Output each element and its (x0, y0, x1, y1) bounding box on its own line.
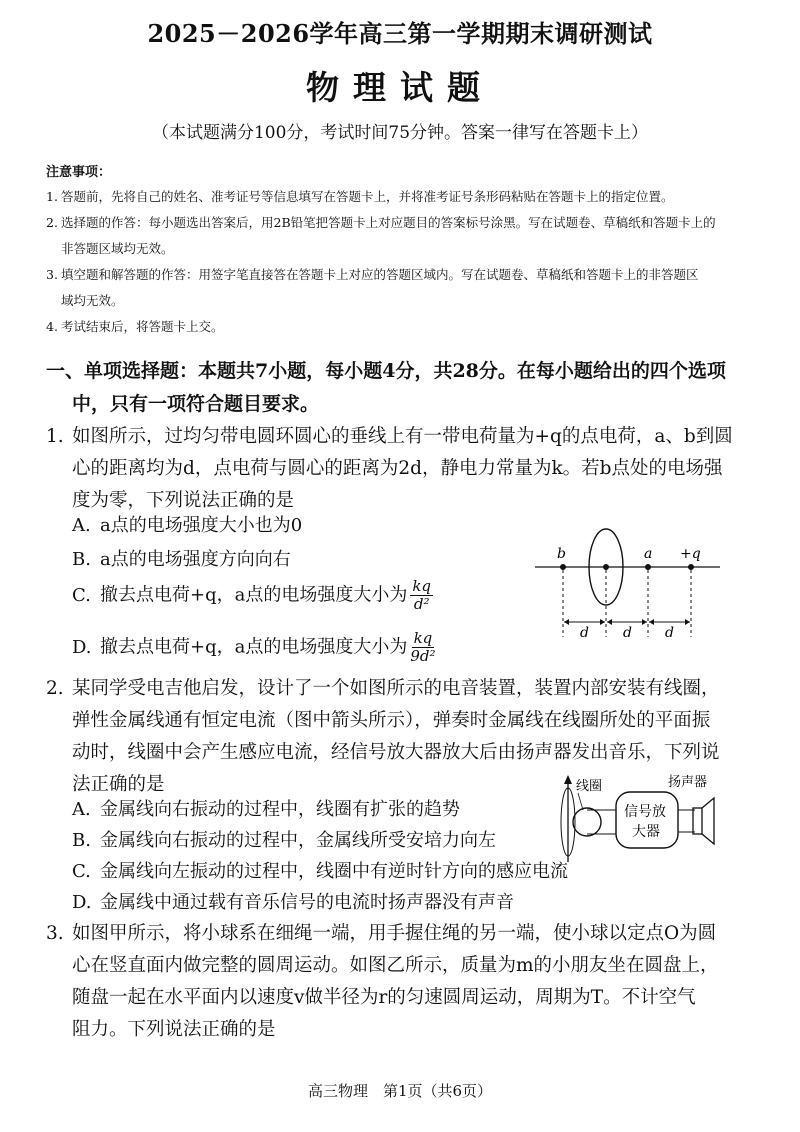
point-a (645, 564, 651, 570)
option-text: a点的电场强度方向向右 (100, 549, 291, 570)
coil-label: 线圈 (576, 779, 603, 794)
label-q: +q (680, 546, 701, 562)
amp-label-2: 大器 (632, 824, 660, 840)
section-heading (46, 355, 761, 421)
q1-option-c (72, 578, 433, 613)
option-text: 金属线中通过载有音乐信号的电流时扬声器没有声音 (100, 892, 514, 913)
question-text: 度为零，下列说法正确的是 (72, 490, 295, 511)
notice-text-cont: 非答题区域均无效。 (61, 241, 174, 256)
notice-item-3 (46, 262, 746, 314)
q1-option-a (72, 511, 302, 541)
speaker-cone-icon (702, 798, 714, 844)
option-letter: D. (72, 636, 92, 658)
fraction-numerator: kq (412, 577, 432, 595)
notice-item-2 (46, 210, 746, 262)
q2-option-b (72, 826, 496, 856)
question-text: 如图所示，过均匀带电圆环圆心的垂线上有一带电荷量为+q的点电荷，a、b到圆 (72, 426, 733, 447)
option-letter: A. (72, 799, 91, 820)
question-3-stem (46, 918, 766, 1046)
coil-pointer (578, 793, 583, 810)
notice-text-cont: 域均无效。 (61, 293, 124, 308)
exam-info: （本试题满分100分，考试时间75分钟。答案一律写在答题卡上） (151, 123, 649, 143)
q2-figure (550, 770, 725, 870)
question-text: 弹性金属线通有恒定电流（图中箭头所示），弹奏时金属线在线圈所处的平面振 (72, 710, 711, 731)
notice-text: 选择题的作答：每小题选出答案后，用2B铅笔把答题卡上对应题目的答案标号涂黑。写在试题卷、草稿纸和答题卡上的 (61, 215, 716, 230)
fraction-denominator: 9d² (410, 647, 436, 665)
question-text: 心的距离均为d，点电荷与圆心的距离为2d，静电力常量为k。若b点处的电场强 (72, 458, 723, 479)
q2-option-a (72, 795, 460, 825)
label-b: b (557, 546, 566, 562)
page-footer: 高三物理 第1页（共6页） (307, 1082, 493, 1100)
fraction (410, 630, 435, 665)
coil-icon (573, 808, 601, 836)
q1-figure (530, 525, 725, 645)
q1-option-b (72, 545, 291, 575)
option-text: a点的电场强度大小也为0 (100, 515, 303, 536)
q1-option-d (72, 630, 436, 665)
question-text: 如图甲所示，将小球系在细绳一端，用手握住绳的另一端，使小球以定点O为圆 (72, 923, 717, 944)
option-text: 撤去点电荷+q，a点的电场强度大小为 (100, 636, 408, 658)
fraction (410, 578, 433, 613)
q2-option-c (72, 857, 568, 887)
label-d: d (623, 625, 632, 641)
question-1-stem (46, 421, 766, 517)
question-number: 2. (46, 678, 64, 699)
notice-text: 答题前，先将自己的姓名、准考证号等信息填写在答题卡上，并将准考证号条形码粘贴在答题卡上的指定位置。 (61, 189, 674, 204)
question-number: 1. (46, 426, 64, 447)
notice-num: 2. (46, 215, 58, 230)
option-letter: C. (72, 861, 91, 882)
question-text: 法正确的是 (72, 774, 165, 795)
question-text: 心在竖直面内做完整的圆周运动。如图乙所示，质量为m的小朋友坐在圆盘上， (72, 955, 719, 976)
section-heading-line2: 中，只有一项符合题目要求。 (72, 393, 320, 415)
option-text: 撤去点电荷+q，a点的电场强度大小为 (100, 584, 408, 606)
option-letter: D. (72, 892, 92, 913)
notice-text: 填空题和解答题的作答：用签字笔直接答在答题卡上对应的答题区域内。写在试题卷、草稿纸和答题卡上的非答题区 (61, 267, 699, 282)
exam-title: 2025－2026学年高三第一学期期末调研测试 (147, 19, 653, 48)
option-letter: A. (72, 515, 91, 536)
fraction-numerator: kq (413, 629, 433, 647)
notice-num: 3. (46, 267, 58, 282)
option-text: 金属线向左振动的过程中，线圈中有逆时针方向的感应电流 (100, 861, 568, 882)
option-text: 金属线向右振动的过程中，线圈有扩张的趋势 (100, 799, 460, 820)
question-text: 随盘一起在水平面内以速度v做半径为r的匀速圆周运动，周期为T。不计空气 (72, 987, 696, 1008)
notice-num: 4. (46, 319, 58, 334)
question-text: 动时，线圈中会产生感应电流，经信号放大器放大后由扬声器发出音乐，下列说 (72, 742, 720, 763)
q2-option-d (72, 888, 514, 918)
current-arrow-icon (564, 775, 572, 784)
fraction-denominator: d² (413, 595, 430, 613)
option-letter: B. (72, 549, 91, 570)
notice-item-4 (46, 314, 746, 340)
option-letter: B. (72, 830, 91, 851)
notice-heading: 注意事项： (46, 165, 112, 180)
option-letter: C. (72, 584, 91, 606)
label-d: d (580, 625, 589, 641)
section-heading-line1: 一、单项选择题：本题共7小题，每小题4分，共28分。在每小题给出的四个选项 (46, 360, 726, 382)
ring-center (603, 564, 609, 570)
point-charge (688, 564, 694, 570)
speaker-label: 扬声器 (668, 775, 708, 790)
subject-title: 物理试题 (306, 68, 494, 107)
point-b (560, 564, 566, 570)
question-text: 某同学受电吉他启发，设计了一个如图所示的电音装置，装置内部安装有线圈， (72, 678, 720, 699)
notice-item-1 (46, 184, 746, 210)
option-text: 金属线向右振动的过程中，金属线所受安培力向左 (100, 830, 496, 851)
question-number: 3. (46, 923, 64, 944)
notice-text: 考试结束后，将答题卡上交。 (61, 319, 224, 334)
amp-label-1: 信号放 (624, 804, 666, 820)
label-d: d (665, 625, 674, 641)
question-text: 阻力。下列说法正确的是 (72, 1019, 276, 1040)
notice-num: 1. (46, 189, 58, 204)
label-a: a (644, 546, 653, 562)
speaker-icon (693, 808, 702, 834)
